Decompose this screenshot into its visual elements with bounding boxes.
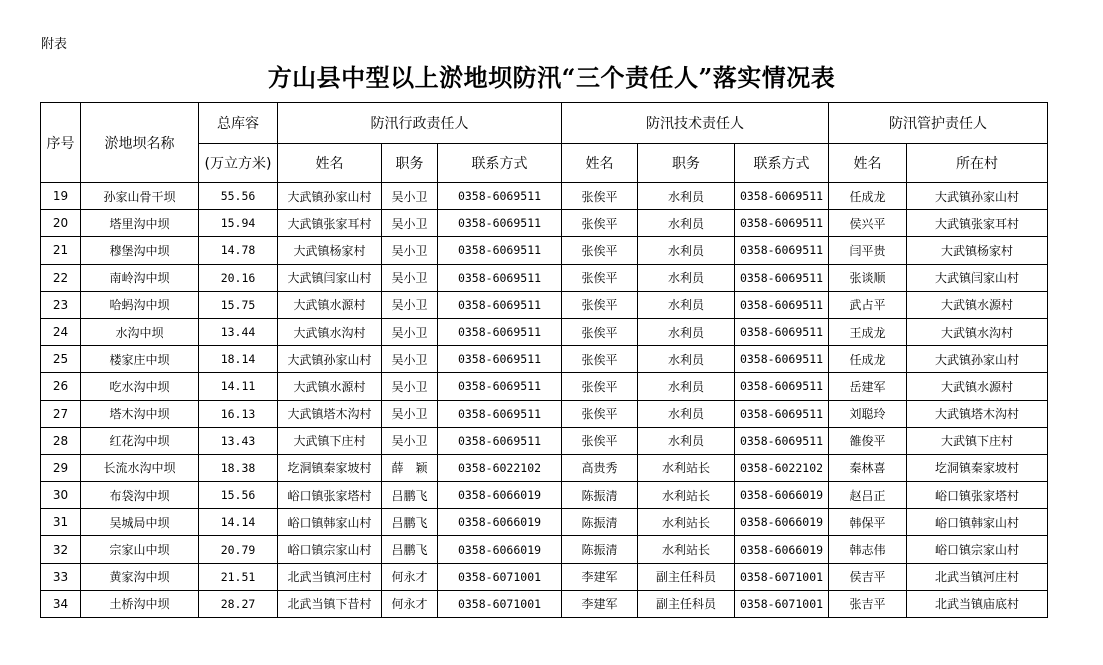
header-capacity-unit: (万立方米) — [199, 144, 278, 183]
cell-seq: 23 — [41, 291, 81, 318]
cell-manager-name: 任成龙 — [829, 183, 907, 210]
cell-tech-contact: 0358-6066019 — [735, 536, 829, 563]
cell-tech-contact: 0358-6069511 — [735, 318, 829, 345]
cell-tech-name: 高贵秀 — [562, 454, 638, 481]
cell-manager-name: 任成龙 — [829, 346, 907, 373]
cell-admin-position: 吴小卫 — [382, 264, 438, 291]
cell-tech-name: 张俟平 — [562, 318, 638, 345]
table-row — [41, 318, 1048, 345]
cell-admin-name: 大武镇水沟村 — [278, 318, 382, 345]
cell-admin-name: 北武当镇下昔村 — [278, 590, 382, 617]
cell-tech-contact: 0358-6069511 — [735, 373, 829, 400]
cell-admin-name: 峪口镇宗家山村 — [278, 536, 382, 563]
cell-admin-position: 吴小卫 — [382, 427, 438, 454]
cell-capacity: 21.51 — [199, 563, 278, 590]
cell-tech-contact: 0358-6069511 — [735, 291, 829, 318]
cell-capacity: 14.14 — [199, 509, 278, 536]
cell-capacity: 28.27 — [199, 590, 278, 617]
cell-tech-name: 张俟平 — [562, 237, 638, 264]
cell-admin-contact: 0358-6069511 — [438, 427, 562, 454]
cell-admin-position: 吴小卫 — [382, 237, 438, 264]
cell-tech-name: 陈振清 — [562, 536, 638, 563]
cell-capacity: 15.94 — [199, 210, 278, 237]
cell-admin-contact: 0358-6069511 — [438, 318, 562, 345]
cell-tech-contact: 0358-6066019 — [735, 482, 829, 509]
header-tech-position: 职务 — [638, 144, 735, 183]
table-row — [41, 210, 1048, 237]
table-row — [41, 237, 1048, 264]
cell-admin-position: 薛 颖 — [382, 454, 438, 481]
cell-admin-contact: 0358-6066019 — [438, 509, 562, 536]
cell-manager-village: 大武镇张家耳村 — [907, 210, 1048, 237]
cell-dam-name: 塔里沟中坝 — [81, 210, 199, 237]
cell-tech-name: 张俟平 — [562, 183, 638, 210]
cell-capacity: 16.13 — [199, 400, 278, 427]
table-body — [41, 183, 1048, 618]
header-admin-position: 职务 — [382, 144, 438, 183]
cell-capacity: 14.11 — [199, 373, 278, 400]
cell-capacity: 20.79 — [199, 536, 278, 563]
cell-admin-name: 大武镇下庄村 — [278, 427, 382, 454]
table-row — [41, 400, 1048, 427]
header-admin-contact: 联系方式 — [438, 144, 562, 183]
table-row — [41, 536, 1048, 563]
cell-manager-village: 大武镇杨家村 — [907, 237, 1048, 264]
cell-dam-name: 宗家山中坝 — [81, 536, 199, 563]
cell-admin-contact: 0358-6069511 — [438, 346, 562, 373]
cell-seq: 19 — [41, 183, 81, 210]
cell-capacity: 14.78 — [199, 237, 278, 264]
cell-dam-name: 吃水沟中坝 — [81, 373, 199, 400]
cell-manager-village: 大武镇水源村 — [907, 373, 1048, 400]
cell-manager-village: 峪口镇韩家山村 — [907, 509, 1048, 536]
cell-manager-name: 张吉平 — [829, 590, 907, 617]
cell-tech-position: 水利站长 — [638, 482, 735, 509]
cell-admin-contact: 0358-6022102 — [438, 454, 562, 481]
cell-tech-contact: 0358-6069511 — [735, 210, 829, 237]
cell-dam-name: 南岭沟中坝 — [81, 264, 199, 291]
cell-tech-name: 李建军 — [562, 563, 638, 590]
cell-tech-position: 水利站长 — [638, 536, 735, 563]
cell-admin-contact: 0358-6066019 — [438, 482, 562, 509]
cell-tech-name: 李建军 — [562, 590, 638, 617]
cell-admin-position: 吕鹏飞 — [382, 509, 438, 536]
cell-manager-village: 大武镇塔木沟村 — [907, 400, 1048, 427]
cell-seq: 32 — [41, 536, 81, 563]
cell-manager-name: 韩志伟 — [829, 536, 907, 563]
cell-tech-name: 张俟平 — [562, 346, 638, 373]
cell-tech-position: 副主任科员 — [638, 590, 735, 617]
cell-dam-name: 穆堡沟中坝 — [81, 237, 199, 264]
cell-seq: 28 — [41, 427, 81, 454]
cell-dam-name: 土桥沟中坝 — [81, 590, 199, 617]
cell-tech-position: 水利员 — [638, 183, 735, 210]
cell-dam-name: 黄家沟中坝 — [81, 563, 199, 590]
cell-dam-name: 哈蚂沟中坝 — [81, 291, 199, 318]
cell-manager-name: 刘聪玲 — [829, 400, 907, 427]
cell-tech-name: 张俟平 — [562, 210, 638, 237]
table-row — [41, 291, 1048, 318]
table-row — [41, 509, 1048, 536]
cell-seq: 31 — [41, 509, 81, 536]
cell-admin-contact: 0358-6069511 — [438, 264, 562, 291]
cell-manager-village: 峪口镇张家塔村 — [907, 482, 1048, 509]
cell-seq: 26 — [41, 373, 81, 400]
cell-tech-contact: 0358-6069511 — [735, 346, 829, 373]
header-tech-name: 姓名 — [562, 144, 638, 183]
cell-manager-village: 大武镇水源村 — [907, 291, 1048, 318]
header-capacity: 总库容 — [199, 103, 278, 144]
cell-tech-name: 张俟平 — [562, 373, 638, 400]
cell-manager-name: 侯吉平 — [829, 563, 907, 590]
cell-tech-position: 水利站长 — [638, 509, 735, 536]
cell-admin-contact: 0358-6071001 — [438, 563, 562, 590]
cell-tech-contact: 0358-6069511 — [735, 400, 829, 427]
cell-tech-position: 水利站长 — [638, 454, 735, 481]
cell-tech-position: 水利员 — [638, 264, 735, 291]
header-manager-name: 姓名 — [829, 144, 907, 183]
cell-tech-name: 陈振清 — [562, 509, 638, 536]
cell-tech-position: 水利员 — [638, 291, 735, 318]
cell-tech-name: 张俟平 — [562, 291, 638, 318]
cell-manager-name: 张谈顺 — [829, 264, 907, 291]
cell-tech-position: 水利员 — [638, 400, 735, 427]
table-row — [41, 346, 1048, 373]
cell-manager-name: 武占平 — [829, 291, 907, 318]
cell-admin-contact: 0358-6071001 — [438, 590, 562, 617]
cell-admin-position: 吴小卫 — [382, 183, 438, 210]
cell-manager-name: 闫平贵 — [829, 237, 907, 264]
cell-admin-name: 圪洞镇秦家坡村 — [278, 454, 382, 481]
cell-capacity: 18.14 — [199, 346, 278, 373]
cell-dam-name: 红花沟中坝 — [81, 427, 199, 454]
cell-dam-name: 塔木沟中坝 — [81, 400, 199, 427]
cell-manager-name: 岳建军 — [829, 373, 907, 400]
attachment-label: 附表 — [41, 37, 68, 52]
cell-admin-position: 吴小卫 — [382, 210, 438, 237]
cell-seq: 20 — [41, 210, 81, 237]
cell-admin-position: 吴小卫 — [382, 346, 438, 373]
table-row — [41, 590, 1048, 617]
page-title: 方山县中型以上淤地坝防汛“三个责任人”落实情况表 — [267, 63, 836, 92]
cell-tech-contact: 0358-6069511 — [735, 237, 829, 264]
cell-manager-name: 韩保平 — [829, 509, 907, 536]
cell-manager-village: 峪口镇宗家山村 — [907, 536, 1048, 563]
cell-capacity: 13.44 — [199, 318, 278, 345]
table-row — [41, 183, 1048, 210]
cell-tech-position: 副主任科员 — [638, 563, 735, 590]
cell-admin-position: 何永才 — [382, 563, 438, 590]
header-tech-contact: 联系方式 — [735, 144, 829, 183]
cell-admin-position: 吴小卫 — [382, 318, 438, 345]
cell-tech-contact: 0358-6022102 — [735, 454, 829, 481]
header-admin-group: 防汛行政责任人 — [278, 103, 562, 144]
cell-tech-position: 水利员 — [638, 210, 735, 237]
cell-admin-position: 吕鹏飞 — [382, 536, 438, 563]
cell-capacity: 13.43 — [199, 427, 278, 454]
cell-tech-position: 水利员 — [638, 237, 735, 264]
cell-manager-village: 北武当镇庙底村 — [907, 590, 1048, 617]
cell-admin-position: 吴小卫 — [382, 373, 438, 400]
cell-seq: 33 — [41, 563, 81, 590]
cell-admin-name: 大武镇张家耳村 — [278, 210, 382, 237]
cell-admin-contact: 0358-6069511 — [438, 210, 562, 237]
cell-admin-contact: 0358-6069511 — [438, 400, 562, 427]
table-row — [41, 427, 1048, 454]
header-manager-village: 所在村 — [907, 144, 1048, 183]
cell-capacity: 15.75 — [199, 291, 278, 318]
cell-manager-village: 大武镇孙家山村 — [907, 183, 1048, 210]
responsibility-table — [40, 102, 1048, 618]
cell-admin-contact: 0358-6066019 — [438, 536, 562, 563]
cell-admin-position: 吴小卫 — [382, 291, 438, 318]
cell-manager-village: 大武镇下庄村 — [907, 427, 1048, 454]
cell-seq: 27 — [41, 400, 81, 427]
cell-dam-name: 水沟中坝 — [81, 318, 199, 345]
cell-admin-name: 大武镇水源村 — [278, 291, 382, 318]
header-seq: 序号 — [41, 103, 81, 183]
cell-dam-name: 布袋沟中坝 — [81, 482, 199, 509]
cell-admin-position: 吴小卫 — [382, 400, 438, 427]
cell-manager-village: 大武镇水沟村 — [907, 318, 1048, 345]
cell-admin-position: 吕鹏飞 — [382, 482, 438, 509]
cell-tech-contact: 0358-6071001 — [735, 563, 829, 590]
header-tech-group: 防汛技术责任人 — [562, 103, 829, 144]
cell-seq: 24 — [41, 318, 81, 345]
cell-dam-name: 楼家庄中坝 — [81, 346, 199, 373]
cell-admin-contact: 0358-6069511 — [438, 237, 562, 264]
table-row — [41, 482, 1048, 509]
cell-admin-name: 大武镇孙家山村 — [278, 183, 382, 210]
table-row — [41, 373, 1048, 400]
cell-seq: 22 — [41, 264, 81, 291]
cell-admin-contact: 0358-6069511 — [438, 183, 562, 210]
header-manage-group: 防汛管护责任人 — [829, 103, 1048, 144]
cell-admin-contact: 0358-6069511 — [438, 291, 562, 318]
cell-tech-contact: 0358-6069511 — [735, 183, 829, 210]
cell-dam-name: 长流水沟中坝 — [81, 454, 199, 481]
table-row — [41, 454, 1048, 481]
cell-admin-name: 大武镇闫家山村 — [278, 264, 382, 291]
cell-tech-position: 水利员 — [638, 346, 735, 373]
cell-admin-position: 何永才 — [382, 590, 438, 617]
cell-seq: 29 — [41, 454, 81, 481]
cell-admin-name: 北武当镇河庄村 — [278, 563, 382, 590]
cell-admin-name: 大武镇塔木沟村 — [278, 400, 382, 427]
header-admin-name: 姓名 — [278, 144, 382, 183]
cell-admin-name: 大武镇水源村 — [278, 373, 382, 400]
cell-tech-contact: 0358-6066019 — [735, 509, 829, 536]
cell-tech-contact: 0358-6069511 — [735, 264, 829, 291]
cell-admin-name: 大武镇孙家山村 — [278, 346, 382, 373]
cell-admin-name: 大武镇杨家村 — [278, 237, 382, 264]
cell-manager-village: 大武镇孙家山村 — [907, 346, 1048, 373]
cell-manager-name: 秦林喜 — [829, 454, 907, 481]
cell-seq: 30 — [41, 482, 81, 509]
header-dam-name: 淤地坝名称 — [81, 103, 199, 183]
cell-tech-position: 水利员 — [638, 318, 735, 345]
cell-seq: 34 — [41, 590, 81, 617]
cell-tech-name: 陈振清 — [562, 482, 638, 509]
cell-manager-name: 雒俊平 — [829, 427, 907, 454]
cell-tech-contact: 0358-6069511 — [735, 427, 829, 454]
table-row — [41, 264, 1048, 291]
cell-capacity: 55.56 — [199, 183, 278, 210]
cell-capacity: 15.56 — [199, 482, 278, 509]
table-row — [41, 563, 1048, 590]
cell-manager-name: 赵吕正 — [829, 482, 907, 509]
cell-capacity: 18.38 — [199, 454, 278, 481]
cell-admin-name: 峪口镇韩家山村 — [278, 509, 382, 536]
cell-manager-village: 北武当镇河庄村 — [907, 563, 1048, 590]
cell-tech-name: 张俟平 — [562, 427, 638, 454]
cell-tech-name: 张俟平 — [562, 400, 638, 427]
cell-dam-name: 吴城局中坝 — [81, 509, 199, 536]
cell-manager-name: 侯兴平 — [829, 210, 907, 237]
cell-manager-village: 圪洞镇秦家坡村 — [907, 454, 1048, 481]
cell-seq: 25 — [41, 346, 81, 373]
cell-tech-name: 张俟平 — [562, 264, 638, 291]
cell-admin-contact: 0358-6069511 — [438, 373, 562, 400]
cell-manager-name: 王成龙 — [829, 318, 907, 345]
cell-seq: 21 — [41, 237, 81, 264]
cell-manager-village: 大武镇闫家山村 — [907, 264, 1048, 291]
cell-dam-name: 孙家山骨干坝 — [81, 183, 199, 210]
cell-admin-name: 峪口镇张家塔村 — [278, 482, 382, 509]
cell-tech-position: 水利员 — [638, 373, 735, 400]
cell-capacity: 20.16 — [199, 264, 278, 291]
cell-tech-contact: 0358-6071001 — [735, 590, 829, 617]
cell-tech-position: 水利员 — [638, 427, 735, 454]
